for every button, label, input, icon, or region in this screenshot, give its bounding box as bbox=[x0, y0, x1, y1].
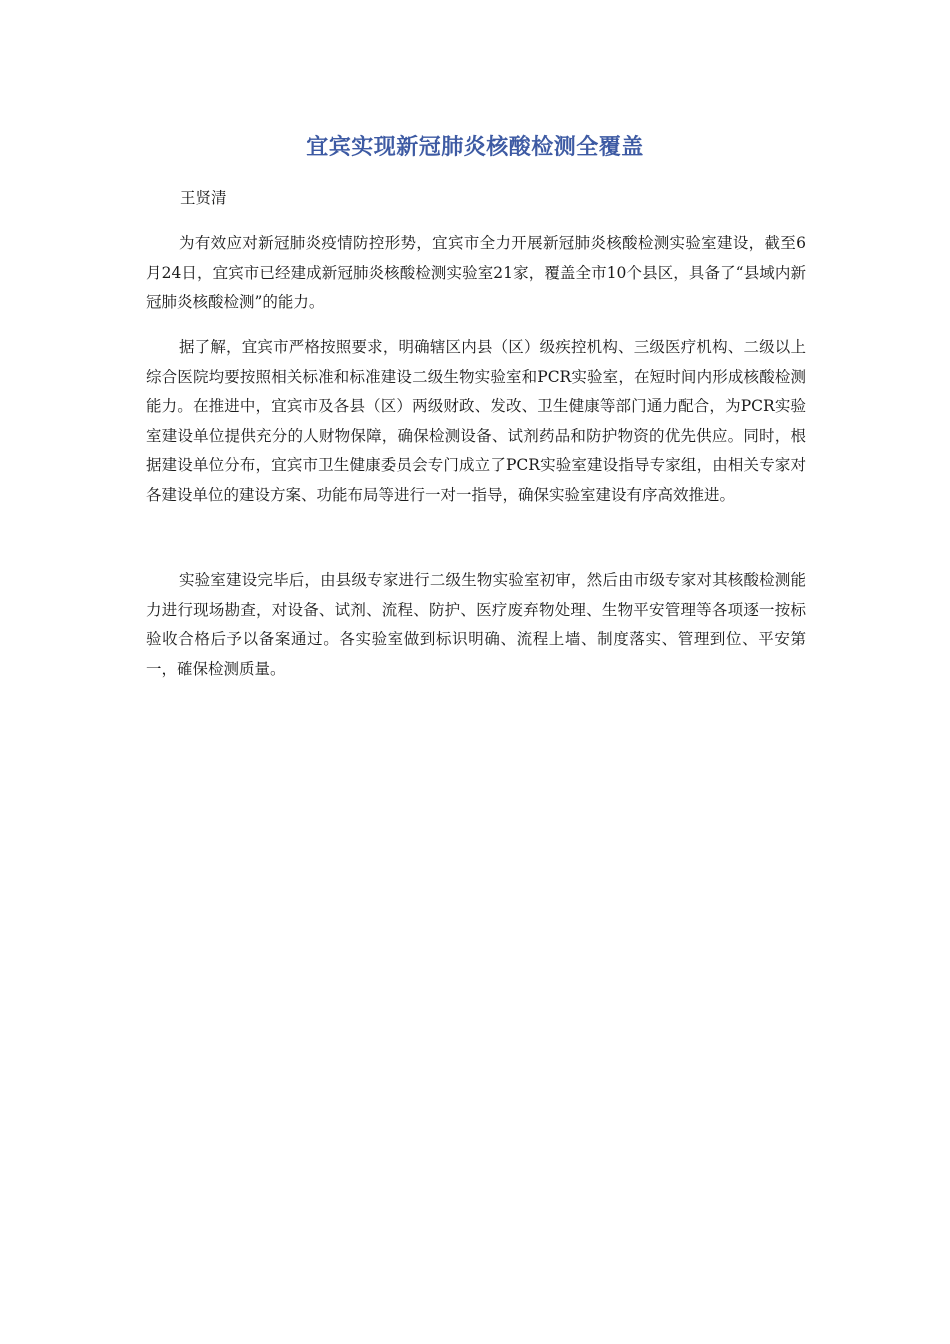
article-author: 王贤清 bbox=[180, 189, 227, 207]
paragraph-2: 据了解，宜宾市严格按照要求，明确辖区内县（区）级疾控机构、三级医疗机构、二级以上综合医院均要按照相关标准和标准建设二级生物实验室和PCR实验室，在短时间内形成核酸检测能力。在推进中，宜宾市及各县（区）两级财政、发改、卫生健康等部门通力配合，为PCR实验室建设单位提供充分的人财物保障，确保检测设备、试剂药品和防护物资的优先供应。同时，根据建设单位分布，宜宾市卫生健康委员会专门成立了PCR实验室建设指导专家组，由相关专家对各建设单位的建设方案、功能布局等进行一对一指导，确保实验室建设有序高效推进。 bbox=[146, 338, 806, 504]
paragraph-3: 实验室建设完毕后，由县级专家进行二级生物实验室初审，然后由市级专家对其核酸检测能力进行现场勘查，对设备、试剂、流程、防护、医疗废弃物处理、生物平安管理等各项逐一按标验收合格后予以备案通过。各实验室做到标识明确、流程上墙、制度落实、管理到位、平安第一，確保检测质量。 bbox=[146, 571, 806, 678]
paragraph-1: 为有效应对新冠肺炎疫情防控形势，宜宾市全力开展新冠肺炎核酸检测实验室建设，截至6月24日，宜宾市已经建成新冠肺炎核酸检测实验室21家，覆盖全市10个县区，具备了“县域内新冠肺炎核酸检测”的能力。 bbox=[146, 234, 806, 312]
article-title: 宜宾实现新冠肺炎核酸检测全覆盖 bbox=[306, 135, 644, 160]
